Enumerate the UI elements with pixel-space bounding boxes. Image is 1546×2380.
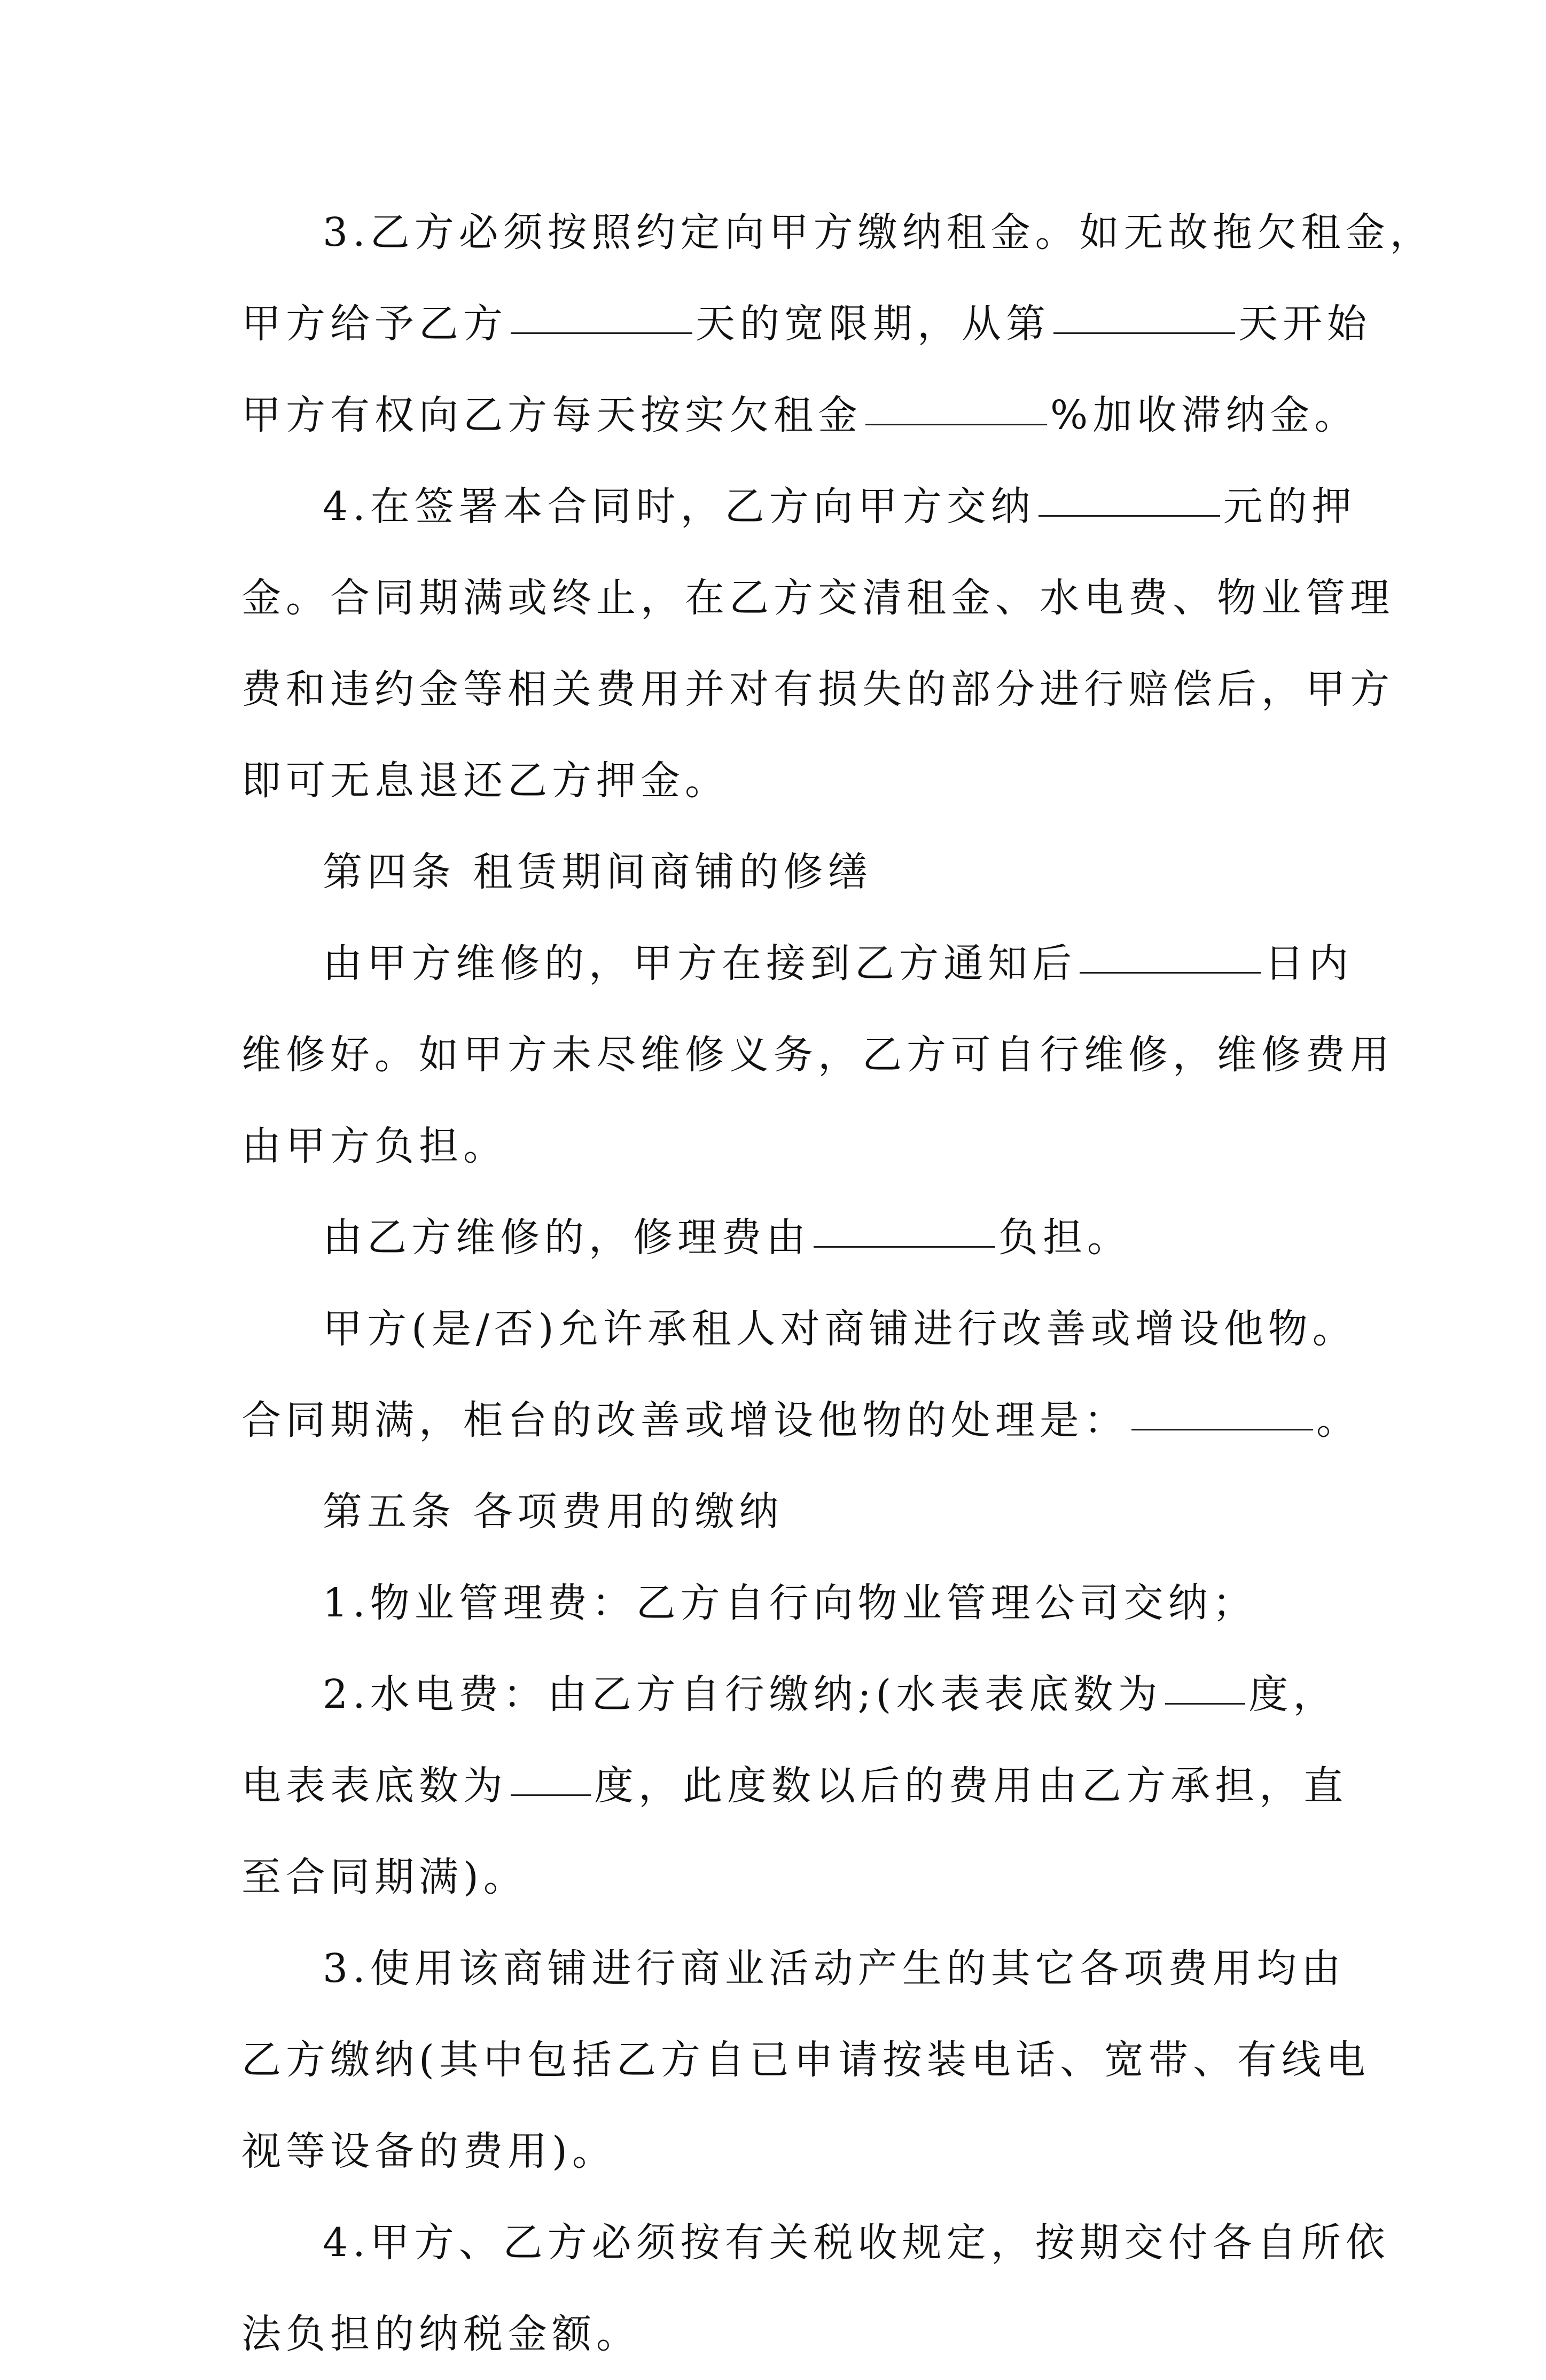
fill-in-blank — [1165, 1662, 1245, 1705]
fill-in-blank — [814, 1205, 995, 1248]
text-line: 即可无息退还乙方押金。 — [241, 758, 729, 804]
text-line: 4.在签署本合同时，乙方向甲方交纳 元的押 — [241, 461, 1310, 553]
text-line: 视等设备的费用)。 — [241, 2128, 616, 2174]
text-line: 甲方(是/否)允许承租人对商铺进行改善或增设他物。 — [323, 1306, 1357, 1352]
fill-in-blank — [1131, 1388, 1313, 1430]
section-heading: 第五条 各项费用的缴纳 — [323, 1489, 784, 1535]
text-line: 甲方有权向乙方每天按实欠租金 %加收滞纳金。 — [241, 370, 1310, 461]
fill-in-blank — [1053, 292, 1235, 334]
text-line: 2.水电费：由乙方自行缴纳;(水表表底数为 度， — [241, 1649, 1310, 1740]
text-line: 电表表底数为 度，此度数以后的费用由乙方承担，直 — [241, 1740, 1310, 1832]
text-line: 3.乙方必须按照约定向甲方缴纳租金。如无故拖欠租金， — [323, 209, 1434, 255]
text-line: 由甲方维修的，甲方在接到乙方通知后 日内 — [241, 918, 1310, 1009]
text-line: 费和违约金等相关费用并对有损失的部分进行赔偿后，甲方 — [241, 666, 1394, 712]
fill-in-blank — [1080, 931, 1261, 974]
text-line: 由乙方维修的，修理费由 负担。 — [241, 1192, 1310, 1284]
text-line: 1.物业管理费：乙方自行向物业管理公司交纳； — [323, 1580, 1257, 1626]
text-line: 由甲方负担。 — [241, 1123, 507, 1169]
document-page — [241, 187, 1434, 2380]
text-line: 合同期满，柜台的改善或增设他物的处理是： 。 — [241, 1375, 1310, 1466]
fill-in-blank — [1039, 475, 1220, 517]
text-line: 甲方给予乙方 天的宽限期，从第 天开始 — [241, 278, 1310, 370]
text-line: 法负担的纳税金额。 — [241, 2311, 641, 2357]
text-line: 金。合同期满或终止，在乙方交清租金、水电费、物业管理 — [241, 575, 1394, 621]
section-heading: 第四条 租赁期间商铺的修缮 — [323, 849, 872, 895]
text-line: 维修好。如甲方未尽维修义务，乙方可自行维修，维修费用 — [241, 1032, 1394, 1078]
text-line: 乙方缴纳(其中包括乙方自已申请按装电话、宽带、有线电 — [241, 2037, 1370, 2083]
fill-in-blank — [511, 1754, 591, 1796]
text-line: 至合同期满)。 — [241, 1854, 528, 1900]
fill-in-blank — [865, 383, 1047, 425]
fill-in-blank — [511, 292, 692, 334]
text-line: 4.甲方、乙方必须按有关税收规定，按期交付各自所依 — [323, 2220, 1390, 2266]
text-line: 3.使用该商铺进行商业活动产生的其它各项费用均由 — [323, 1946, 1346, 1992]
